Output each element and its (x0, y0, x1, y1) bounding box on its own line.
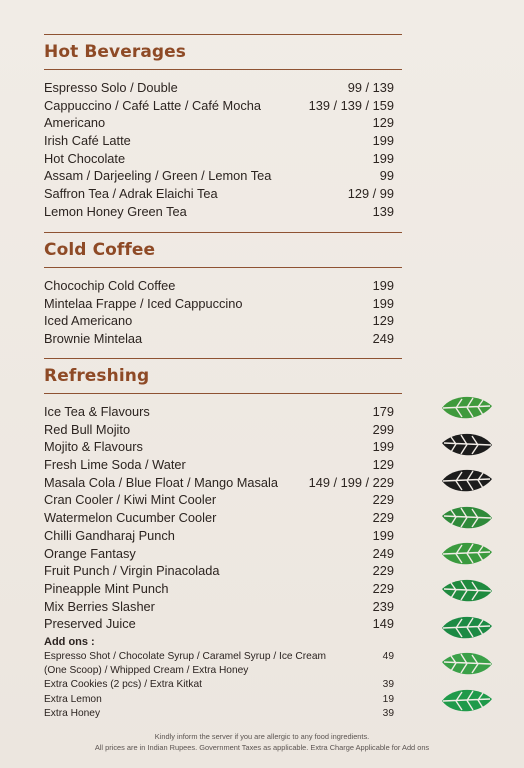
addon-price: 39 (382, 707, 394, 719)
item-price: 129 (372, 457, 394, 473)
footer-note (60, 732, 464, 753)
item-price: 199 (372, 133, 394, 149)
section-hot-beverages (44, 34, 402, 221)
menu-item (44, 312, 402, 330)
leaf-icon (440, 649, 494, 679)
menu-item (44, 456, 402, 474)
item-price: 139 / 139 / 159 (308, 97, 394, 113)
menu-item (44, 203, 402, 221)
item-name: Cran Cooler / Kiwi Mint Cooler (44, 492, 217, 508)
allergy-note: Kindly inform the server if you are allergic to any food ingredients. (154, 732, 370, 741)
menu-item (44, 527, 402, 545)
menu-item (44, 491, 402, 509)
item-name: Americano (44, 115, 106, 131)
item-price: 199 (372, 439, 394, 455)
leaf-icon (440, 393, 494, 423)
item-price: 129 / 99 (347, 186, 394, 202)
item-price: 129 (372, 115, 394, 131)
addon-name: Espresso Shot / Chocolate Syrup / Caramel Syrup / Ice Cream (One Scoop) / Whipped Cream / Extra Honey (44, 650, 326, 677)
item-name: Fruit Punch / Virgin Pinacolada (44, 563, 220, 579)
menu-item (44, 545, 402, 563)
menu-item (44, 97, 402, 115)
section-title: Cold Coffee (44, 240, 156, 260)
item-name: Red Bull Mojito (44, 421, 131, 437)
addon-price: 49 (382, 650, 394, 662)
item-price: 149 / 199 / 229 (308, 474, 394, 490)
item-name: Brownie Mintelaa (44, 331, 143, 347)
item-name: Hot Chocolate (44, 150, 126, 166)
menu-item (44, 295, 402, 313)
addon-item (44, 693, 402, 707)
item-price: 249 (372, 545, 394, 561)
item-price: 229 (372, 580, 394, 596)
menu-item (44, 167, 402, 185)
item-name: Mintelaa Frappe / Iced Cappuccino (44, 295, 243, 311)
item-price: 99 (379, 168, 394, 184)
leaf-icon (440, 576, 494, 606)
addon-item (44, 678, 402, 692)
leaf-icon (440, 430, 494, 460)
item-name: Watermelon Cucumber Cooler (44, 510, 217, 526)
item-name: Ice Tea & Flavours (44, 404, 150, 419)
item-list (44, 394, 402, 633)
item-price: 199 (372, 527, 394, 543)
item-price: 199 (372, 278, 394, 293)
menu-item (44, 132, 402, 150)
item-list (44, 70, 402, 221)
item-price: 229 (372, 492, 394, 508)
addon-item (44, 650, 402, 678)
leaf-icon (440, 613, 494, 643)
item-name: Saffron Tea / Adrak Elaichi Tea (44, 186, 218, 202)
section-title: Refreshing (44, 366, 150, 386)
item-name: Lemon Honey Green Tea (44, 203, 187, 219)
menu-item (44, 114, 402, 132)
item-name: Mix Berries Slasher (44, 598, 155, 614)
menu-item (44, 598, 402, 616)
item-name: Preserved Juice (44, 616, 136, 632)
menu-item (44, 615, 402, 633)
item-price: 139 (372, 203, 394, 219)
item-name: Assam / Darjeeling / Green / Lemon Tea (44, 168, 272, 184)
menu-item (44, 150, 402, 168)
leaf-icon (440, 503, 494, 533)
item-name: Mojito & Flavours (44, 439, 143, 455)
price-note: All prices are in Indian Rupees. Government Taxes as applicable. Extra Charge Applicable for Add ons (94, 742, 430, 752)
menu-item (44, 474, 402, 492)
item-name: Irish Café Latte (44, 133, 131, 149)
item-name: Iced Americano (44, 313, 133, 329)
addon-name: Extra Honey (44, 707, 101, 719)
menu-item (44, 79, 402, 97)
item-price: 179 (372, 404, 394, 419)
item-list (44, 268, 402, 348)
item-name: Chilli Gandharaj Punch (44, 527, 175, 543)
item-price: 199 (372, 295, 394, 311)
menu-item (44, 185, 402, 203)
addon-name: Extra Lemon (44, 693, 102, 705)
item-name: Pineapple Mint Punch (44, 580, 169, 596)
leaf-icon (440, 539, 494, 569)
item-name: Chocochip Cold Coffee (44, 278, 176, 293)
addon-name: Extra Cookies (2 pcs) / Extra Kitkat (44, 679, 202, 691)
section-refreshing (44, 358, 402, 721)
menu-item (44, 403, 402, 421)
menu-item (44, 580, 402, 598)
item-price: 229 (372, 563, 394, 579)
item-price: 99 / 139 (347, 80, 394, 95)
menu-item (44, 277, 402, 295)
leaf-icon (440, 466, 494, 496)
item-price: 229 (372, 510, 394, 526)
leaf-decoration-column (440, 393, 496, 722)
item-price: 149 (372, 616, 394, 632)
addons-title: Add ons : (44, 635, 95, 648)
leaf-icon (440, 686, 494, 716)
item-price: 299 (372, 421, 394, 437)
menu-item (44, 330, 402, 348)
item-name: Masala Cola / Blue Float / Mango Masala (44, 474, 279, 490)
addons-list (44, 650, 402, 721)
item-price: 129 (372, 313, 394, 329)
addon-item (44, 707, 402, 721)
addon-price: 19 (382, 693, 394, 705)
item-name: Orange Fantasy (44, 545, 136, 561)
item-name: Fresh Lime Soda / Water (44, 457, 186, 473)
menu-item (44, 438, 402, 456)
item-price: 249 (372, 331, 394, 347)
section-title: Hot Beverages (44, 42, 187, 62)
item-name: Cappuccino / Café Latte / Café Mocha (44, 97, 261, 113)
addon-price: 39 (382, 679, 394, 691)
item-price: 239 (372, 598, 394, 614)
menu-item (44, 421, 402, 439)
item-price: 199 (372, 150, 394, 166)
menu-item (44, 562, 402, 580)
section-cold-coffee (44, 232, 402, 348)
menu-item (44, 509, 402, 527)
item-name: Espresso Solo / Double (44, 80, 178, 95)
